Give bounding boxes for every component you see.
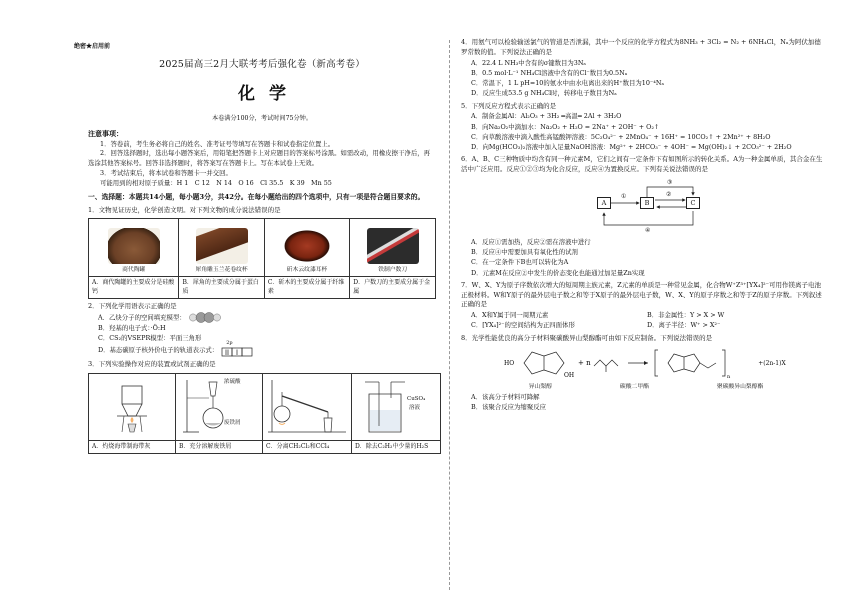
question-4-stem: 4．用氨气可以检验输送氯气的管道是否泄漏，其中一个反应的化学方程式为8NH₃ + 3Cl₂ = N₂ + 6NH₄Cl，Nₐ为阿伏加德罗常数的值。下列说法正确的是 <box>461 38 821 56</box>
svg-text:n: n <box>727 374 731 381</box>
q6-mark-3: ③ <box>667 178 673 186</box>
q6-box-b: B <box>640 197 654 209</box>
q6-box-c: C <box>686 197 700 209</box>
orbital-label: 2p <box>226 340 233 347</box>
q6-option-d: D．元素M在反应②中发生的价态变化也能通过加足量Zn实现 <box>471 268 645 277</box>
q6-mark-4: ④ <box>645 226 651 234</box>
q3-apparatus-b <box>176 374 263 440</box>
q7-option-d: D．离子半径：W⁺ > X²⁻ <box>647 321 721 330</box>
question-6-stem: 6．A、B、C三种物质中均含有同一种元素M，它们之间有一定条件下有如图所示的转化关系。A为一种金属单质，其合金在生活中广泛应用。反应①②③均为化合反应，反应④为置换反应。下列有关说法错误的是 <box>461 155 823 173</box>
svg-text:OH: OH <box>564 372 575 380</box>
q1-cell-b <box>179 219 264 277</box>
knife-image <box>367 228 419 264</box>
q3-apparatus-a <box>89 374 176 440</box>
q7-option-c: C．[YX₄]²⁻的空间结构为正四面体形 <box>471 321 575 330</box>
q2-option-a-text: A．乙炔分子的空间填充模型： <box>98 313 186 322</box>
svg-text:+ n: + n <box>578 359 591 368</box>
column-divider <box>449 40 450 590</box>
svg-text:HO: HO <box>504 360 515 368</box>
q5-option-b: B．向Na₂O₂中滴加水：Na₂O₂ + H₂O = 2Na⁺ + 2OH⁻ + O₂↑ <box>471 122 660 131</box>
q1-table <box>88 218 436 299</box>
q4-option-b: B．0.5 mol·L⁻¹ NH₄Cl溶液中含有的Cl⁻数目为0.5Nₐ <box>471 68 628 77</box>
q8-reaction <box>461 343 823 383</box>
q7-options-row-2 <box>461 320 823 330</box>
notes-heading: 注意事项： <box>88 129 123 139</box>
q3-option-a: A．灼烧海带制海带灰 <box>89 440 176 453</box>
q8-option-a: A．该高分子材料可降解 <box>471 392 540 401</box>
question-2-stem: 2．下列化学用语表示正确的是 <box>88 302 177 311</box>
q1-cell-d <box>350 219 436 277</box>
question-5-stem: 5．下列反应方程式表示正确的是 <box>461 101 557 110</box>
q2-option-c: C．CS₂的VSEPR模型：平面三角形 <box>98 334 202 343</box>
q5-option-a: A．制备金属Al：Al₂O₃ + 3H₂ ═高温═ 2Al + 3H₂O <box>471 112 622 121</box>
question-3-stem: 3．下列实验操作对应的装置或试剂正确的是 <box>88 360 216 369</box>
q8-labels <box>469 383 823 392</box>
question-1-stem: 1．文物见证历史，化学创造文明。对下列文物的成分说法错误的是 <box>88 205 281 214</box>
q3-option-b: B．充分溶解废铁屑 <box>176 440 263 453</box>
q3-apparatus-c <box>263 374 352 440</box>
horn-cup-image <box>196 228 248 264</box>
note-item: 1．答卷前，考生务必将自己的姓名、准考证号等填写在答题卡和试卷指定位置上。 <box>100 139 335 148</box>
polymerization-scheme-icon <box>498 344 748 382</box>
q3-apparatus-d <box>352 374 441 440</box>
q7-option-a: A．X和Y属于同一周期元素 <box>471 311 549 319</box>
q6-option-a: A．反应①需加热，反应②需在溶液中进行 <box>471 237 591 246</box>
label-scrap-iron: 废铁屑 <box>224 420 241 427</box>
q7-option-b: B．非金属性：Y > X > W <box>647 311 725 319</box>
q6-option-b: B．反应④中需要加具有氧化性的试剂 <box>471 248 578 256</box>
caption: 犀角雕玉兰花卷纹杯 <box>195 267 248 274</box>
q1-option-b: B．犀角的主要成分属于蛋白质 <box>179 277 264 299</box>
q1-option-a: A．商代陶罐的主要成分是硅酸钙 <box>89 277 179 299</box>
question-7-stem: 7．W、X、Y为原子序数依次增大的短周期主族元素，Z元素的单质是一种常见金属，化合物W⁺Z³⁺[YX₄]²⁻可用作镁离子电池正极材料。W和Y原子的最外层电子数之和等于X原子的最外层电子数，W、X、Y的原子序数之和等于Z的原子序数。下列叙述正确的是 <box>461 280 822 309</box>
label-polymer: 聚碳酸异山梨醇酯 <box>716 384 764 391</box>
q7-options-row-1 <box>461 310 823 320</box>
q4-option-a: A．22.4 L NH₃中含有的σ键数目为3Nₐ <box>471 58 586 67</box>
crucible-burner-icon <box>92 376 172 434</box>
secret-mark: 绝密★启用前 <box>74 43 111 50</box>
distillation-icon <box>266 376 348 434</box>
q6-scheme <box>461 177 823 237</box>
q6-mark-1: ① <box>621 192 627 200</box>
section-heading: 一、选择题：本题共14小题，每小题3分，共42分。在每小题给出的四个选项中，只有一项是符合题目要求的。 <box>88 193 425 202</box>
q5-option-c: C．向草酸溶液中滴入酸性高锰酸钾溶液：5C₂O₄²⁻ + 2MnO₄⁻ + 16H⁺ = 10CO₂↑ + 2Mn²⁺ + 8H₂O <box>471 132 771 141</box>
q8-option-b: B．该聚合反应为缩聚反应 <box>471 403 546 412</box>
exam-meta: 本卷满分100分，考试时间75分钟。 <box>211 114 313 122</box>
q4-option-d: D．反应生成53.5 g NH₄Cl时，转移电子数目为Nₐ <box>471 89 617 98</box>
q2-option-a <box>88 312 436 323</box>
q3-option-d: D．除去C₂H₂中少量的H₂S <box>352 440 441 453</box>
left-column <box>88 38 436 454</box>
q6-option-c: C．在一定条件下B也可以转化为A <box>471 258 569 267</box>
q1-option-d: D．户数刀的主要成分属于金属 <box>350 277 436 299</box>
caption: 商代陶罐 <box>122 267 146 274</box>
q3-table <box>88 373 441 454</box>
exam-title: 2025届高三2月大联考考后强化卷（新高考卷） <box>159 59 365 70</box>
atomic-masses: 可能用到的相对原子质量：H 1 C 12 N 14 O 16 Cl 35.5 K 39 Mn 55 <box>100 179 332 188</box>
label-dimethyl-carbonate: 碳酸二甲酯 <box>619 384 649 391</box>
q6-box-a: A <box>597 197 611 209</box>
acetylene-model-icon <box>188 312 222 323</box>
question-8-stem: 8．光学性能优良的高分子材料聚碳酸异山梨醇酯可由如下反应制备。下列说法错误的是 <box>461 333 713 342</box>
q2-option-d-text: D．基态碳原子核外价电子的轨道表示式： <box>98 346 219 355</box>
note-item: 2．回答选择题时，选出每小题答案后，用铅笔把答题卡上对应题目的答案标号涂黑。如需改动，用橡皮擦干净后，再选涂其他答案标号。回答非选择题时，将答案写在答题卡上。写在本试卷上无效。 <box>88 149 430 168</box>
q2-option-b: B．羟基的电子式：·Ö:H <box>98 323 166 332</box>
subject-title: 化学 <box>238 84 300 105</box>
q3-option-c: C．分离CH₂Cl₂和CCl₄ <box>263 440 352 453</box>
lacquer-cup-image <box>281 228 333 264</box>
right-column <box>461 38 823 412</box>
q6-mark-2: ② <box>666 190 672 198</box>
note-item: 3．考试结束后，将本试卷和答题卡一并交回。 <box>100 169 232 178</box>
label-cuso4: CuSO₄ <box>407 396 426 403</box>
q1-cell-a <box>89 219 179 277</box>
flask-funnel-icon <box>179 376 259 434</box>
caption: 斫木云纹漆耳杯 <box>286 267 328 274</box>
caption: 铁制户数刀 <box>378 267 408 274</box>
label-isosorbide: 异山梨醇 <box>528 384 552 391</box>
q5-option-d: D．向Mg(HCO₃)₂溶液中加入足量NaOH溶液：Mg²⁺ + 2HCO₃⁻ + 4OH⁻ = Mg(OH)₂↓ + 2CO₃²⁻ + 2H₂O <box>471 143 792 151</box>
orbital-diagram <box>220 340 260 357</box>
q1-option-c: C．斫木的主要成分属于纤维素 <box>264 277 349 299</box>
q2-option-d <box>88 340 436 357</box>
label-conc-acid: 浓硫酸 <box>224 379 241 386</box>
q1-cell-c <box>264 219 349 277</box>
label-solution: 溶液 <box>409 405 421 412</box>
q8-byproduct: +(2n-1)X <box>758 359 786 367</box>
q4-option-c: C．常温下，1 L pH=10的氨水中由水电离出来的H⁺数目为10⁻⁴Nₐ <box>471 79 664 87</box>
gas-wash-bottle-icon <box>355 376 437 434</box>
pottery-image <box>108 228 160 264</box>
